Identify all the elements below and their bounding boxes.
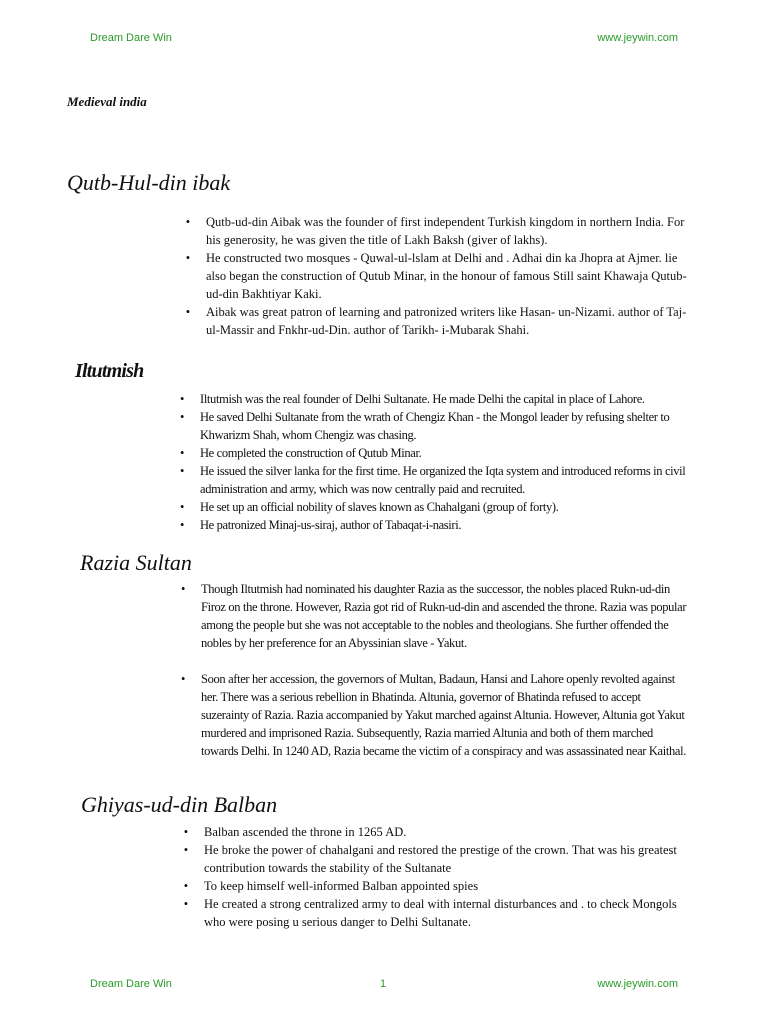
bullet-icon: • [183, 825, 189, 839]
bullet-icon: • [179, 464, 185, 478]
list-item: • To keep himself well-informed Balban appointed spies [181, 877, 693, 895]
list-item: • He broke the power of chahalgani and restored the prestige of the crown. That was his greatest contribution towards the stability of the Sultanate [181, 841, 693, 877]
footer-url: www.jeywin.com [597, 978, 678, 990]
bullet-list-razia [178, 580, 688, 760]
list-item: • He completed the construction of Qutub Minar. [177, 444, 697, 462]
list-item: • He created a strong centralized army to deal with internal disturbances and . to check Mongols who were posing u serious danger to Delhi Sultanate. [181, 895, 693, 931]
section-title-iltutmish: Iltutmish [75, 360, 144, 382]
bullet-icon: • [183, 897, 189, 911]
bullet-icon: • [183, 879, 189, 893]
subject-label: Medieval india [67, 94, 147, 109]
bullet-icon: • [179, 392, 185, 406]
section-title-balban: Ghiyas-ud-din Balban [81, 792, 278, 817]
bullet-icon: • [180, 582, 186, 596]
list-item: • He issued the silver lanka for the first time. He organized the Iqta system and introduced reforms in civil administration and army, which was now centrally paid and recruited. [177, 462, 697, 498]
header-url: www.jeywin.com [597, 32, 678, 44]
list-item: • He constructed two mosques - Quwal-ul-lslam at Delhi and . Adhai din ka Jhopra at Ajmer. lie also began the construction of Qutub Minar, in the honour of famous Still saint Khawaja Qutub-ud-din Bakhtiyar Kaki. [183, 249, 693, 303]
list-item: • Balban ascended the throne in 1265 AD. [181, 823, 693, 841]
bullet-icon: • [179, 500, 185, 514]
bullet-icon: • [179, 518, 185, 532]
bullet-icon: • [185, 305, 191, 319]
section-title-qutb: Qutb-Hul-din ibak [67, 170, 231, 195]
bullet-list-qutb [183, 213, 693, 339]
list-item: • Qutb-ud-din Aibak was the founder of first independent Turkish kingdom in northern India. For his generosity, he was given the title of Lakh Baksh (giver of lakhs). [183, 213, 693, 249]
bullet-icon: • [183, 843, 189, 857]
header-brand: Dream Dare Win [90, 32, 172, 44]
list-item: • Soon after her accession, the governors of Multan, Badaun, Hansi and Lahore openly revolted against her. There was a serious rebellion in Bhatinda. Altunia, governor of Bhatinda refused to accept suzerainty of Razia. Razia accompanied by Yakut marched against Altunia. However, Altunia got Yakut murdered and imprisoned Razia. Subsequently, Razia married Altunia and both of them marched towards Delhi. In 1240 AD, Razia became the victim of a conspiracy and was assassinated near Kaithal. [178, 670, 688, 760]
list-item: • Iltutmish was the real founder of Delhi Sultanate. He made Delhi the capital in place of Lahore. [177, 390, 697, 408]
footer-brand: Dream Dare Win [90, 978, 172, 990]
bullet-list-balban [181, 823, 693, 931]
list-item: • He patronized Minaj-us-siraj, author of Tabaqat-i-nasiri. [177, 516, 697, 534]
list-item: • He saved Delhi Sultanate from the wrath of Chengiz Khan - the Mongol leader by refusing shelter to Khwarizm Shah, whom Chengiz was chasing. [177, 408, 697, 444]
section-title-razia: Razia Sultan [80, 550, 192, 575]
bullet-icon: • [179, 410, 185, 424]
bullet-list-iltutmish [177, 390, 697, 534]
bullet-icon: • [180, 672, 186, 686]
bullet-icon: • [179, 446, 185, 460]
bullet-icon: • [185, 251, 191, 265]
list-item: • Though Iltutmish had nominated his daughter Razia as the successor, the nobles placed Rukn-ud-din Firoz on the throne. However, Razia got rid of Rukn-ud-din and ascended the throne. Razia was popular among the people but she was not acceptable to the nobles and theologians. She further offended the nobles by her preference for an Abyssinian slave - Yakut. [178, 580, 688, 652]
page-number: 1 [380, 978, 387, 990]
list-item: • Aibak was great patron of learning and patronized writers like Hasan- un-Nizami. author of Taj-ul-Massir and Fnkhr-ud-Din. author of Tarikh- i-Mubarak Shahi. [183, 303, 693, 339]
bullet-icon: • [185, 215, 191, 229]
list-item: • He set up an official nobility of slaves known as Chahalgani (group of forty). [177, 498, 697, 516]
